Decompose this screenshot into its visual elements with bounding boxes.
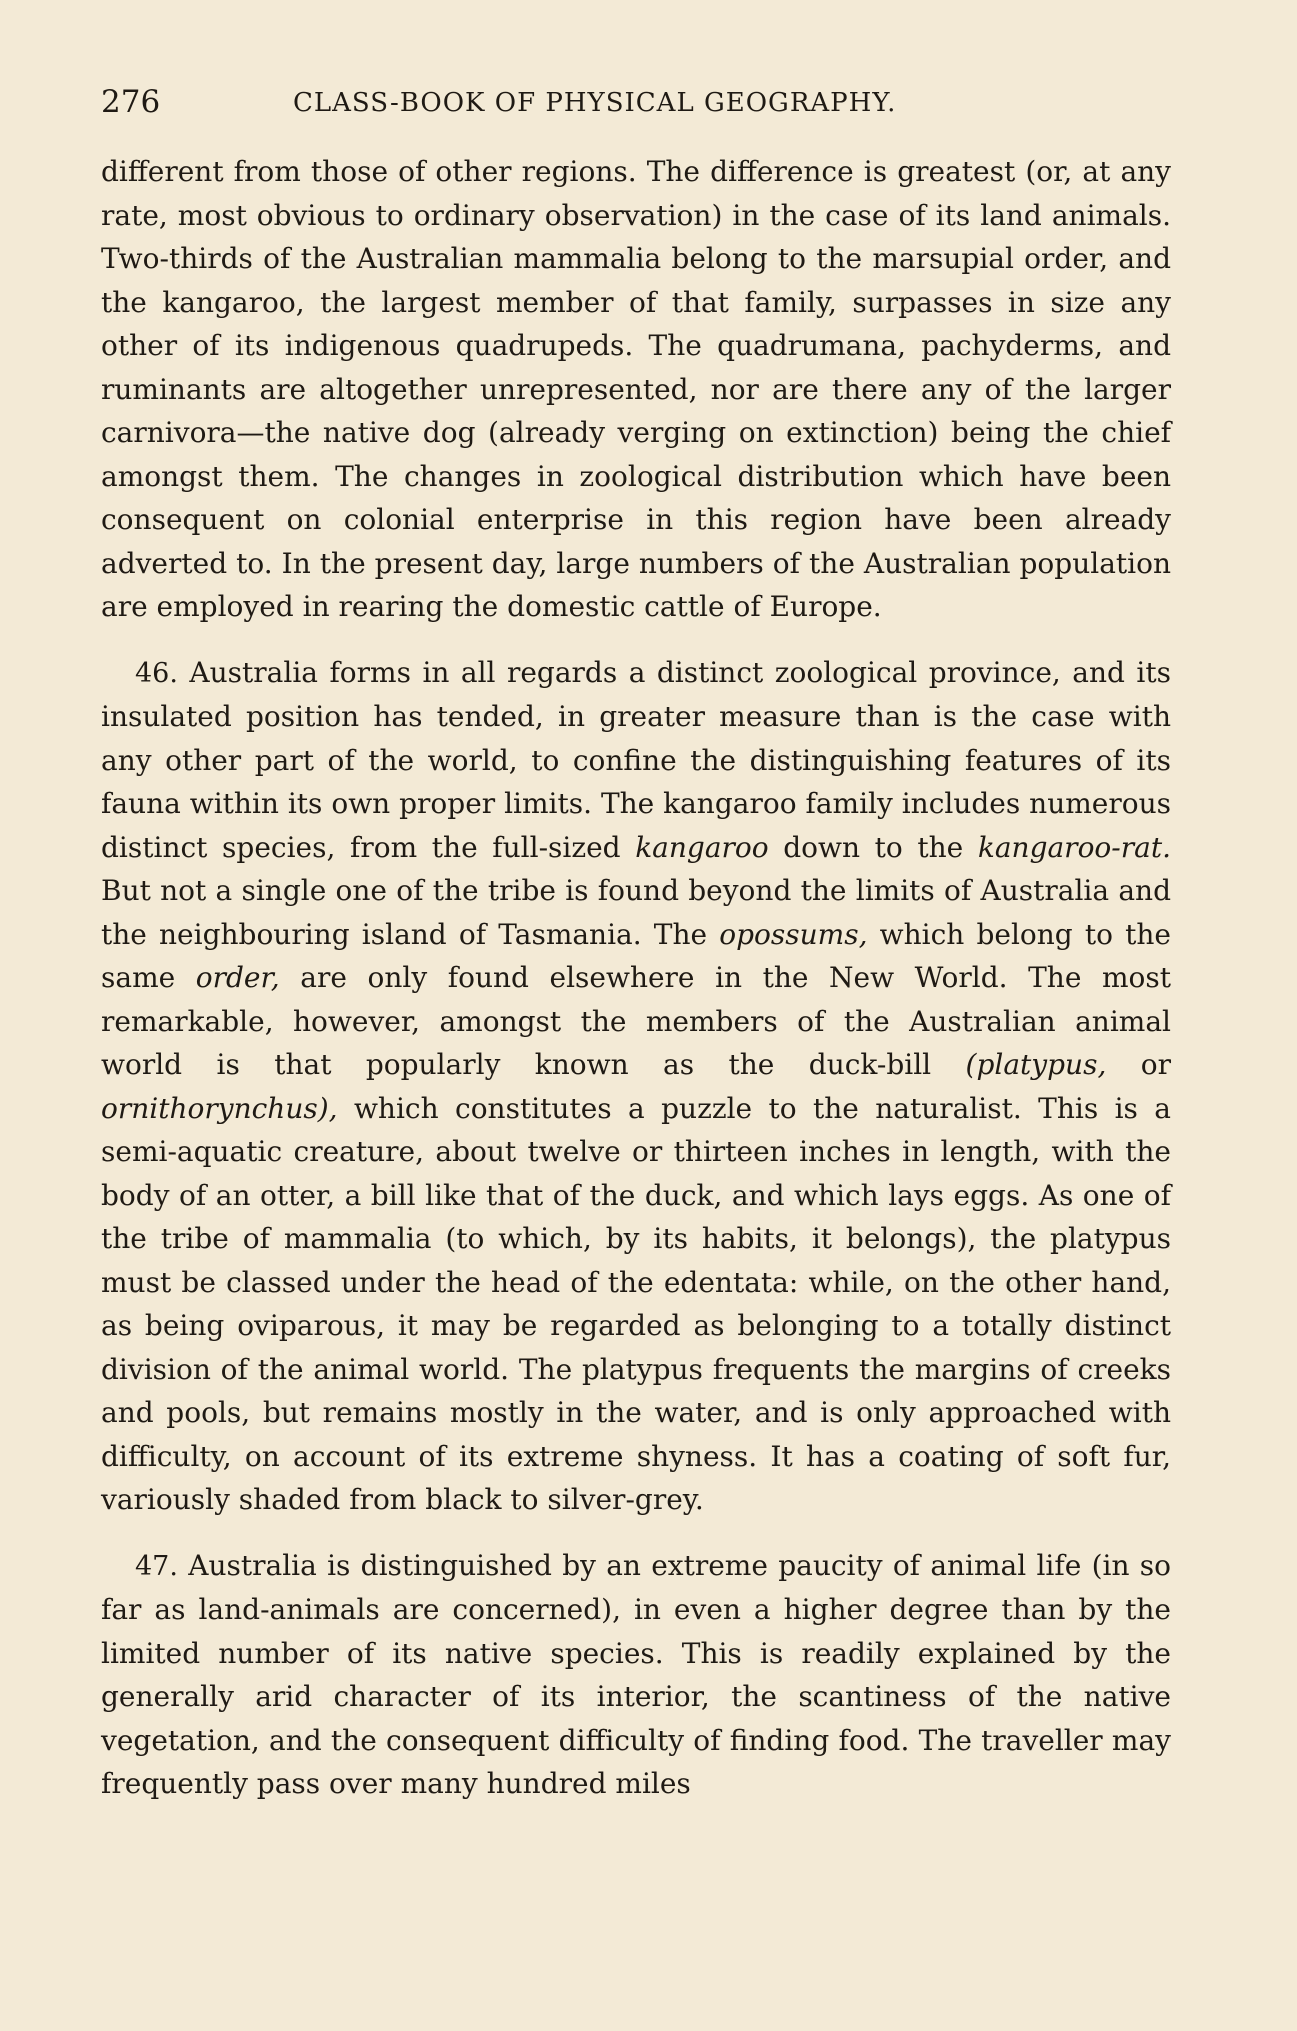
paragraph-text: Australia is distinguished by an extreme paucity of animal life (in so far as land-animals are concerned), in even a higher degree than by the limited number of its native species. This is readily explained by the generally arid character of its interior, the scantiness of the native vegetation, and the consequent difficulty of finding food. The traveller may frequently pass over many hundred miles — [101, 1548, 1171, 1800]
paragraph-text-segment: or — [1106, 1048, 1171, 1081]
paragraph-continued: different from those of other regions. The difference is greatest (or, at any rate, most obvious to ordinary observation) in the case of its land animals. Two-thirds of the Australian mammalia belong to the marsupial order, and the kangaroo, the largest member of that family, surpasses in size any other of its indigenous quadrupeds. The quadrumana, pachyderms, and ruminants are altogether unrepresented, nor are there any of the larger carnivora—the native dog (already verging on extinction) being the chief amongst them. The changes in zoological distribution which have been consequent on colonial enterprise in this region have been already adverted to. In the present day, large numbers of the Australian population are employed in rearing the domestic cattle of Europe. — [101, 155, 1171, 623]
italic-term-kangaroo: kangaroo — [635, 830, 769, 864]
italic-term-order: order, — [195, 961, 280, 994]
paragraph-text-segment: But not a single one of the tribe is found beyond the limits of Australia and the neighbouring island of Tasmania. The — [101, 874, 1171, 951]
paragraph-text-segment: which belong to the same — [101, 917, 1171, 994]
paragraph-47 — [101, 1544, 1171, 1806]
paragraph-text-segment: Australia forms in all regards a distinct zoological province, and its insulated position has tended, in greater measure than is the case with any other part of the world, to confine the distinguishing features of its fauna within its own proper limits. The kangaroo family includes numerous distinct species, from the full-sized — [101, 655, 1171, 864]
running-title: CLASS-BOOK OF PHYSICAL GEOGRAPHY. — [293, 88, 897, 118]
paragraph-number: 47. — [135, 1550, 178, 1582]
italic-term-kangaroo-rat: kangaroo-rat. — [977, 830, 1171, 864]
paragraph-text-segment: are only found elsewhere in the New World. The most remarkable, however, amongst the members of the Australian animal world is that popularly known as the duck-bill — [101, 961, 1172, 1081]
running-head — [101, 82, 1171, 122]
body-text — [101, 150, 1171, 1828]
paragraph-46 — [101, 651, 1171, 1522]
paragraph-text-segment: which constitutes a puzzle to the naturalist. This is a semi-aquatic creature, about twelve or thirteen inches in length, with the body of an otter, a bill like that of the duck, and which lays eggs. As one of the tribe of mammalia (to which, by its habits, it belongs), the platypus must be classed under the head of the edentata: while, on the other hand, as being oviparous, it may be regarded as belonging to a totally distinct division of the animal world. The platypus frequents the margins of creeks and pools, but remains mostly in the water, and is only approached with difficulty, on account of its extreme shyness. It has a coating of soft fur, variously shaded from black to silver-grey. — [101, 1091, 1171, 1516]
paragraph-text-segment: down to the — [768, 830, 978, 864]
italic-term-platypus: (platypus, — [965, 1048, 1107, 1081]
paragraph-number: 46. — [135, 657, 178, 689]
italic-term-opossums: opossums, — [719, 917, 868, 951]
italic-term-ornithorynchus: ornithorynchus), — [101, 1091, 338, 1125]
page-number: 276 — [101, 84, 161, 120]
